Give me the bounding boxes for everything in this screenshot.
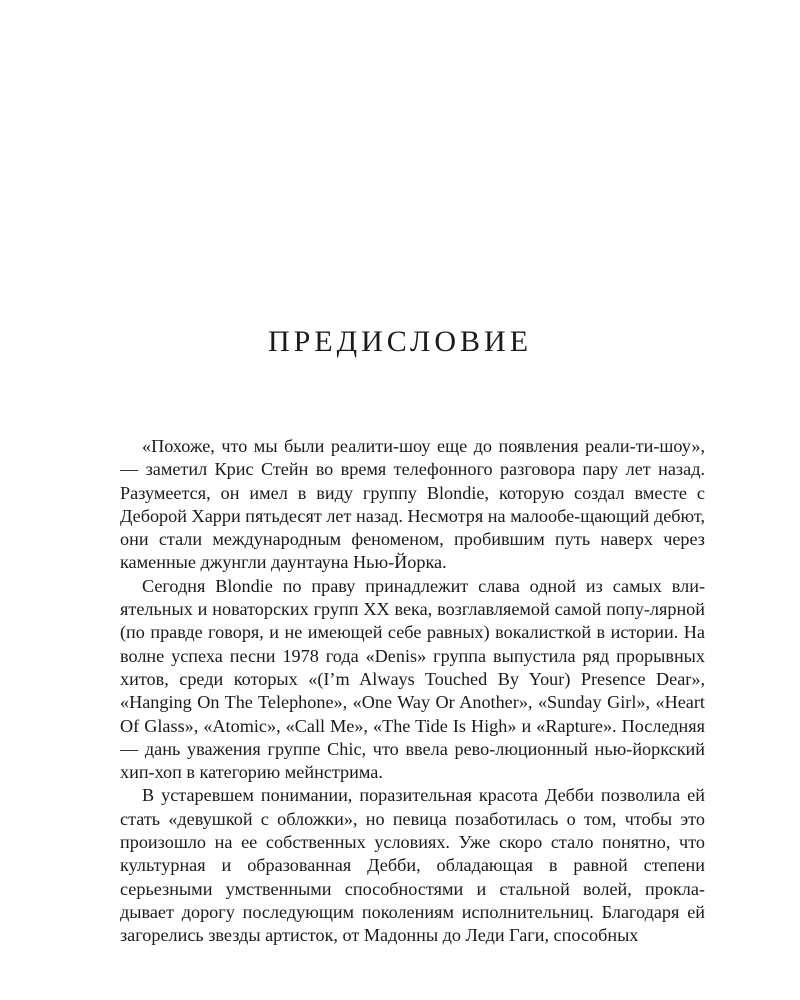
paragraph-3: В устаревшем понимании, поразительная красота Дебби позволила ей стать «девушкой с обложки», но певица позаботилась о том, чтобы это произошло на ее собственных условиях. Уже скоро стало понятно, что культурная и образованная Дебби, обладающая в равной степени серьезными умственными способностями и стальной волей, прокла-дывает дорогу последующим поколениям исполнительниц. Благодаря ей загорелись звезды артисток, от Мадонны до Леди Гаги, способных	[120, 785, 705, 946]
body-text	[120, 435, 705, 948]
paragraph-2: Сегодня Blondie по праву принадлежит слава одной из самых вли-ятельных и новаторских групп XX века, возглавляемой самой попу-лярной (по правде говоря, и не имеющей себе равных) вокалисткой в истории. На волне успеха песни 1978 года «Denis» группа выпустила ряд прорывных хитов, среди которых «(I’m Always Touched By Your) Presence Dear», «Hanging On The Telephone», «One Way Or Another», «Sunday Girl», «Heart Of Glass», «Atomic», «Call Me», «The Tide Is High» и «Rapture». Последняя — дань уважения группе Chic, что ввела рево-люционный нью-йоркский хип-хоп в категорию мейнстрима.	[120, 575, 705, 783]
chapter-title: ПРЕДИСЛОВИЕ	[267, 325, 533, 358]
paragraph-1: «Похоже, что мы были реалити-шоу еще до появления реали-ти-шоу», — заметил Крис Стейн во время телефонного разговора пару лет назад. Разумеется, он имел в виду группу Blondie, которую создал вместе с Деборой Харри пятьдесят лет назад. Несмотря на малообе-щающий дебют, они стали международным феноменом, пробившим путь наверх через каменные джунгли даунтауна Нью-Йорка.	[120, 436, 705, 573]
